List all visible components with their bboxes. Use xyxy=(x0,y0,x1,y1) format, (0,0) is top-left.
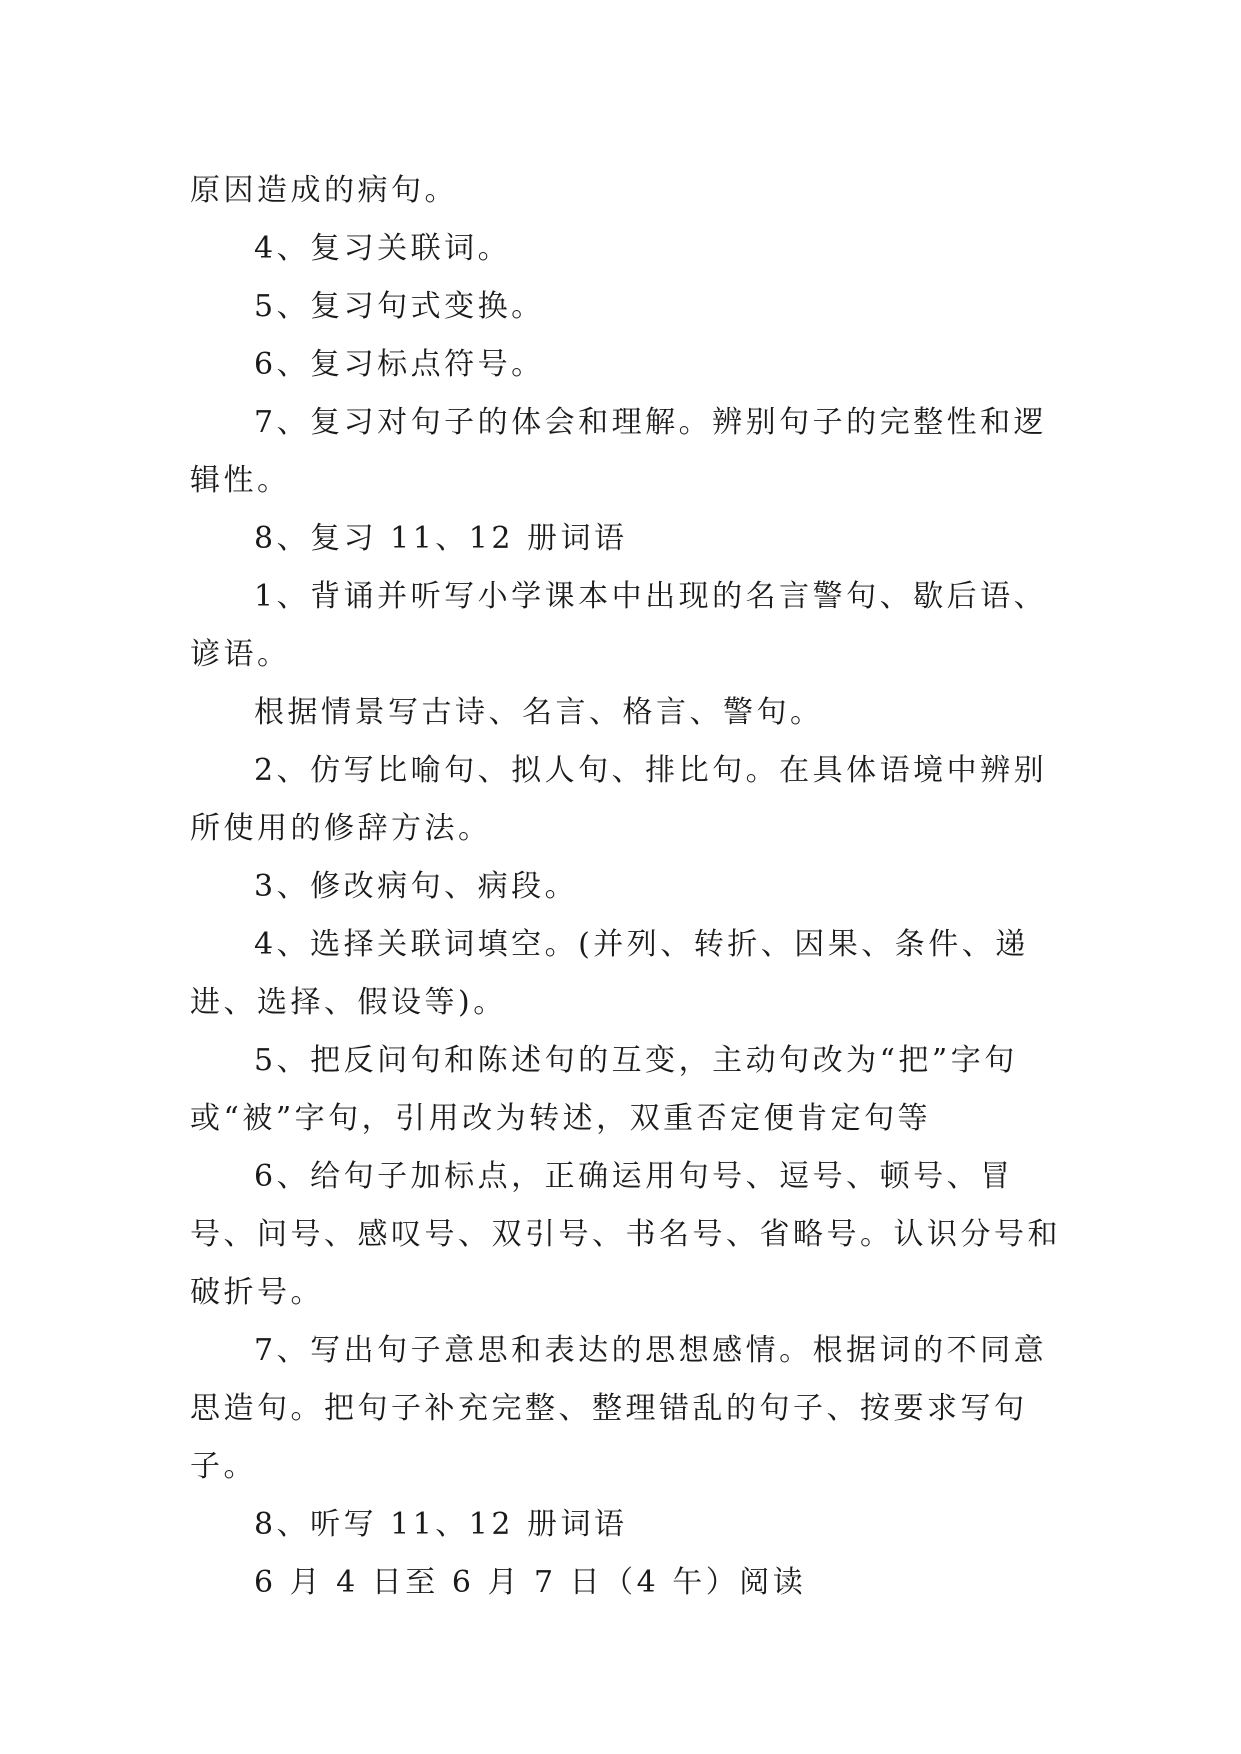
paragraph-imitate-sentences: 2、仿写比喻句、拟人句、排比句。在具体语境中辨别所使用的修辞方法。 xyxy=(190,753,1048,846)
paragraph-reading-schedule: 6 月 4 日至 6 月 7 日（4 午）阅读 xyxy=(254,1565,807,1600)
paragraph-add-punctuation: 6、给句子加标点，正确运用句号、逗号、顿号、冒号、问号、感叹号、双引号、书名号、省略号。认识分号和破折号。 xyxy=(190,1159,1061,1310)
paragraph-review-punctuation: 6、复习标点符号。 xyxy=(254,347,545,382)
paragraph-correct-sentences: 3、修改病句、病段。 xyxy=(254,869,579,904)
paragraph-dictation-vocabulary: 8、听写 11、12 册词语 xyxy=(254,1507,628,1542)
paragraph-review-conjunctions: 4、复习关联词。 xyxy=(254,231,512,266)
paragraph-choose-conjunctions: 4、选择关联词填空。(并列、转折、因果、条件、递进、选择、假设等)。 xyxy=(190,927,1029,1020)
paragraph-sentence-meaning: 7、写出句子意思和表达的思想感情。根据词的不同意思造句。把句子补充完整、整理错乱的句子、按要求写句子。 xyxy=(190,1333,1048,1484)
paragraph-review-vocabulary: 8、复习 11、12 册词语 xyxy=(254,521,628,556)
paragraph-review-sentence-transform: 5、复习句式变换。 xyxy=(254,289,545,324)
document-body xyxy=(190,162,1070,1612)
paragraph-recite-quotes: 1、背诵并听写小学课本中出现的名言警句、歇后语、谚语。 xyxy=(190,579,1048,672)
paragraph-write-poems: 根据情景写古诗、名言、格言、警句。 xyxy=(254,695,824,730)
paragraph-review-sentence-understanding: 7、复习对句子的体会和理解。辨别句子的完整性和逻辑性。 xyxy=(190,405,1048,498)
paragraph-sentence-conversion: 5、把反问句和陈述句的互变，主动句改为“把”字句或“被”字句，引用改为转述，双重否定便肯定句等 xyxy=(190,1043,1018,1136)
paragraph-continuation: 原因造成的病句。 xyxy=(190,173,458,208)
